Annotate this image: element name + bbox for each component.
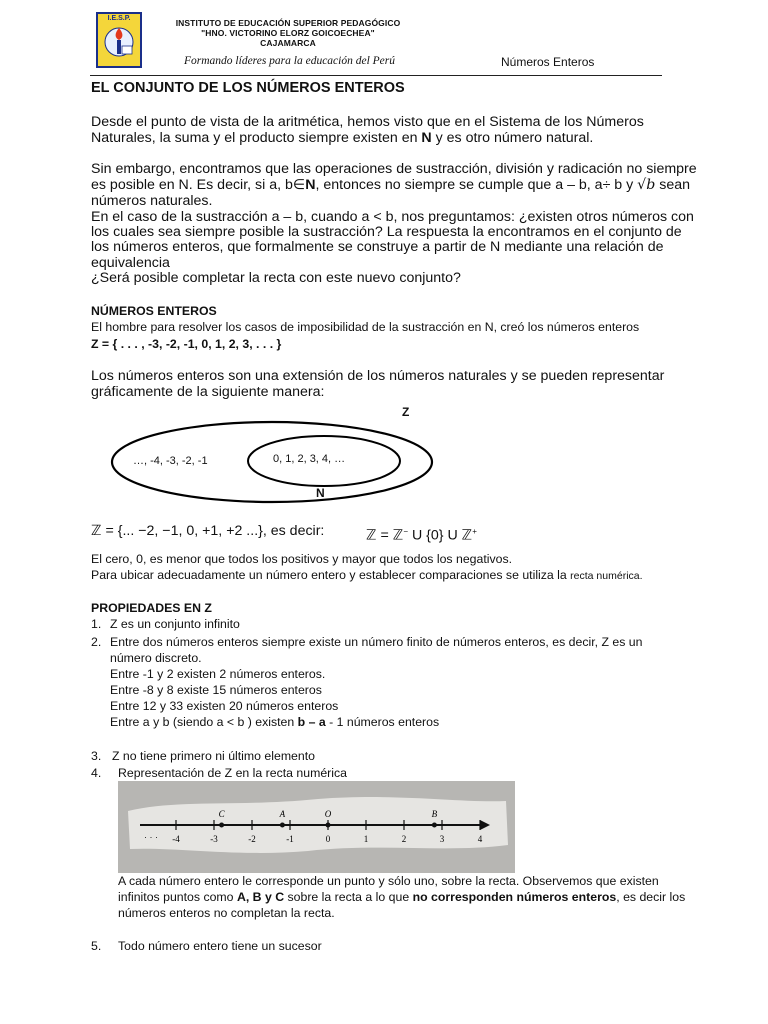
note-zero: El cero, 0, es menor que todos los positivos y mayor que todos los negativos. (91, 552, 513, 566)
venn-n-label: N (316, 486, 325, 500)
enteros-line2: Los números enteros son una extensión de los números naturales y se pueden representar (91, 368, 665, 384)
intro-p2-line3: números naturales. (91, 193, 213, 209)
recta-line3: números enteros no completan la recta. (118, 906, 335, 920)
tick-label: -1 (286, 834, 294, 844)
point-o (326, 823, 331, 828)
enteros-heading: NÚMEROS ENTEROS (91, 304, 217, 318)
tick-label: 4 (477, 834, 483, 844)
header-divider (90, 75, 662, 76)
point-label-c: C (218, 809, 225, 819)
intro-p3-line1: En el caso de la sustracción a – b, cuando a < b, nos preguntamos: ¿existen otros números con (91, 209, 694, 225)
motto: Formando líderes para la educación del Perú (184, 55, 396, 67)
enteros-set: Z = { . . . , -3, -2, -1, 0, 1, 2, 3, . . . } (91, 337, 282, 351)
prop-2-example-4: Entre a y b (siendo a < b ) existen b – a - 1 números enteros (110, 715, 440, 729)
tick-label: -4 (172, 834, 180, 844)
prop-5: Todo número entero tiene un sucesor (118, 939, 322, 953)
tick-label: -2 (248, 834, 256, 844)
prop-2-example-2: Entre -8 y 8 existe 15 números enteros (110, 683, 322, 697)
page-title: EL CONJUNTO DE LOS NÚMEROS ENTEROS (91, 80, 405, 96)
tick-label: -3 (210, 834, 218, 844)
tick-label: 0 (325, 834, 331, 844)
enteros-line1: El hombre para resolver los casos de imposibilidad de la sustracción en N, creó los números enteros (91, 320, 640, 334)
venn-z-label: Z (402, 405, 410, 419)
number-line (118, 781, 515, 873)
number-line-ellipsis: · · · (144, 832, 158, 842)
point-label-a: A (279, 809, 286, 819)
prop-2-example-3: Entre 12 y 33 existen 20 números enteros (110, 699, 339, 713)
tick-label: 3 (439, 834, 445, 844)
point-label-b: B (431, 809, 438, 819)
point-c (219, 823, 224, 828)
note-recta: Para ubicar adecuadamente un número entero y establecer comparaciones se utiliza la recta numérica. (91, 568, 643, 582)
intro-p3-line3: los números enteros, que formalmente se construye a partir de N mediante una relación de (91, 239, 664, 255)
intro-p2-line2: es posible en N. Es decir, si a, b∈N, entonces no siempre se cumple que a – b, a÷ b y √b sean (91, 177, 691, 193)
prop-3: Z no tiene primero ni último elemento (112, 749, 315, 763)
intro-p1-line2: Naturales, la suma y el producto siempre existen en N y es otro número natural. (91, 130, 594, 146)
intro-p4: ¿Será posible completar la recta con este nuevo conjunto? (91, 270, 461, 286)
prop-2-line1: Entre dos números enteros siempre existe un número finito de números enteros, es decir, Z es un (110, 635, 643, 649)
institute-patron: "HNO. VICTORINO ELORZ GOICOECHEA" (201, 28, 375, 38)
formula-left: ℤ = {... −2, −1, 0, +1, +2 ...}, es decir: (91, 523, 325, 539)
intro-p3-line2: los cuales sea siempre posible la sustracción? La respuesta la encontramos en el conjunto de (91, 224, 682, 240)
prop-1: Z es un conjunto infinito (110, 617, 240, 631)
topic-label: Números Enteros (501, 55, 595, 69)
props-heading: PROPIEDADES EN Z (91, 601, 212, 615)
institute-logo (96, 12, 142, 68)
recta-line1: A cada número entero le corresponde un punto y sólo uno, sobre la recta. Observemos que existen (118, 874, 659, 888)
recta-line2: infinitos puntos como A, B y C sobre la recta a lo que no corresponden números enteros, es decir los (118, 890, 686, 904)
formula-right: ℤ = ℤ− U {0} U ℤ+ (366, 527, 477, 544)
point-label-o: O (324, 809, 332, 819)
intro-p3-line4: equivalencia (91, 255, 170, 271)
prop-1-number: 1. (91, 617, 102, 631)
institute-name: INSTITUTO DE EDUCACIÓN SUPERIOR PEDAGÓGICO (175, 18, 401, 28)
tick-label: 2 (401, 834, 407, 844)
number-line-figure (118, 781, 515, 873)
prop-3-number: 3. (91, 749, 102, 763)
enteros-line3: gráficamente de la siguiente manera: (91, 384, 325, 400)
prop-2-number: 2. (91, 635, 102, 649)
prop-4-number: 4. (91, 766, 102, 780)
intro-p2-line1: Sin embargo, encontramos que las operaciones de sustracción, división y radicación no siempre (91, 161, 697, 177)
torch-icon (98, 22, 140, 62)
prop-5-number: 5. (91, 939, 102, 953)
point-b (432, 823, 437, 828)
prop-2-example-1: Entre -1 y 2 existen 2 números enteros. (110, 667, 326, 681)
tick-label: 1 (363, 834, 369, 844)
venn-negatives: …, -4, -3, -2, -1 (133, 455, 208, 467)
institute-city: CAJAMARCA (260, 38, 316, 48)
prop-4: Representación de Z en la recta numérica (118, 766, 347, 780)
prop-2-line2: número discreto. (110, 651, 202, 665)
logo-text: I.E.S.P. (107, 15, 131, 22)
intro-p1-line1: Desde el punto de vista de la aritmética, hemos visto que en el Sistema de los Números (91, 114, 644, 130)
point-a (280, 823, 285, 828)
venn-naturals: 0, 1, 2, 3, 4, … (273, 453, 346, 465)
